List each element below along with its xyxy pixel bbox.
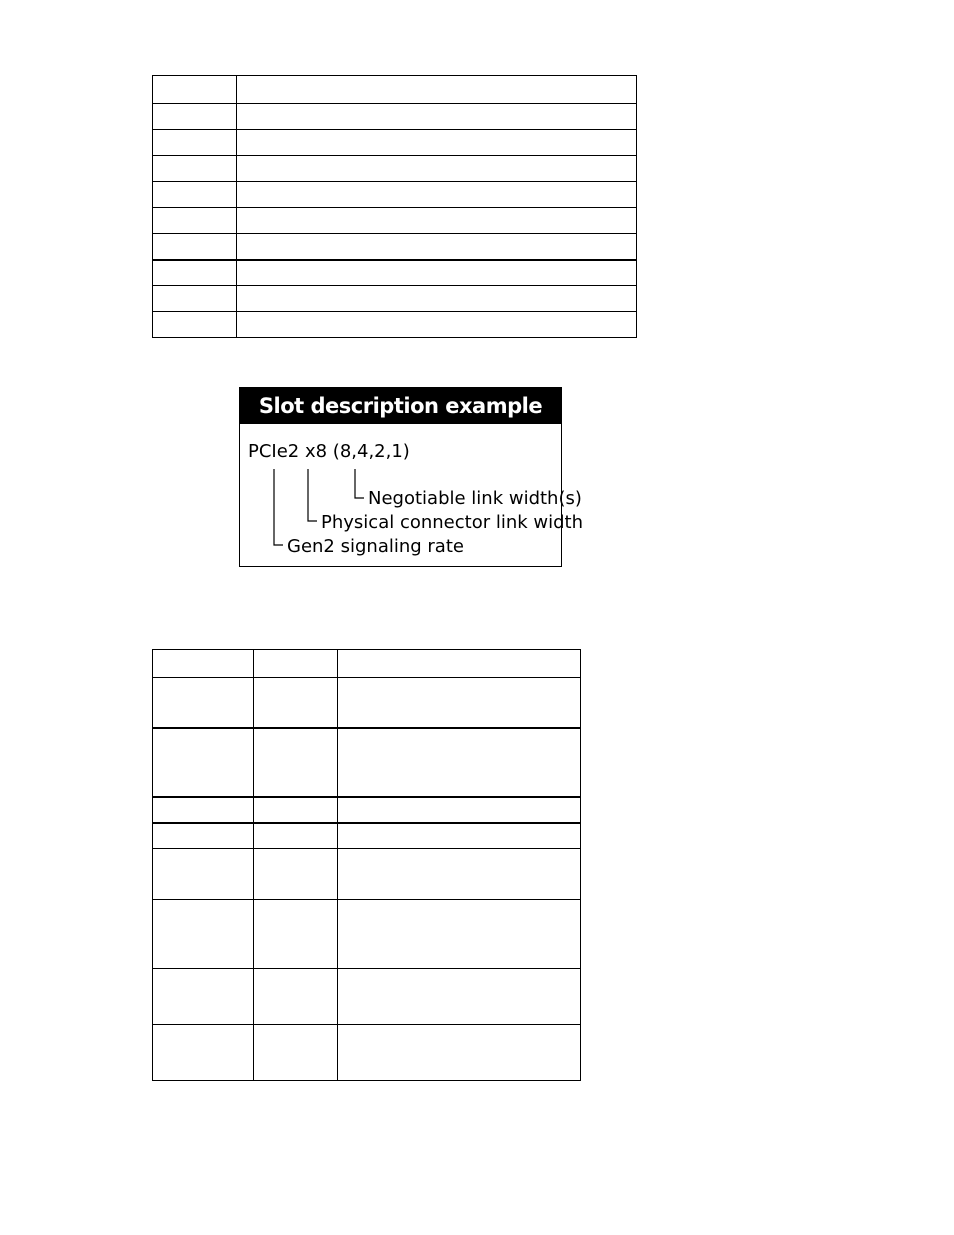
- table-cell: [153, 208, 237, 234]
- table-cell: [153, 130, 237, 156]
- table-row: [153, 156, 637, 182]
- table-row: [153, 76, 637, 104]
- table-cell: [254, 650, 338, 678]
- table-cell: [254, 678, 338, 728]
- table-cell: [254, 797, 338, 823]
- table-cell: [338, 823, 581, 849]
- table-cell: [338, 969, 581, 1025]
- table-row: [153, 1025, 581, 1081]
- negotiable-leader-line: [355, 469, 364, 498]
- table-cell: [153, 728, 254, 797]
- table-cell: [338, 650, 581, 678]
- table-row: [153, 678, 581, 728]
- table-cell: [338, 1025, 581, 1081]
- table-row: [153, 234, 637, 260]
- table-cell: [153, 650, 254, 678]
- table-row: [153, 286, 637, 312]
- table-cell: [153, 104, 237, 130]
- table-cell: [237, 182, 637, 208]
- table-cell: [153, 678, 254, 728]
- table-cell: [153, 76, 237, 104]
- table-cell: [153, 234, 237, 260]
- top-table: [152, 75, 637, 338]
- table-row: [153, 797, 581, 823]
- table-cell: [153, 1025, 254, 1081]
- table-cell: [237, 130, 637, 156]
- table-cell: [153, 156, 237, 182]
- table-cell: [237, 260, 637, 286]
- table-cell: [237, 312, 637, 338]
- table-cell: [338, 849, 581, 900]
- table-row: [153, 130, 637, 156]
- table-cell: [153, 797, 254, 823]
- table-cell: [254, 900, 338, 969]
- signaling-label: Gen2 signaling rate: [287, 536, 464, 557]
- table-cell: [237, 208, 637, 234]
- table-cell: [153, 849, 254, 900]
- table-cell: [338, 678, 581, 728]
- table-cell: [237, 76, 637, 104]
- table-cell: [237, 286, 637, 312]
- table-row: [153, 728, 581, 797]
- bottom-table: [152, 649, 581, 1081]
- table-cell: [254, 1025, 338, 1081]
- table-cell: [153, 823, 254, 849]
- table-cell: [254, 823, 338, 849]
- signaling-leader-line: [274, 469, 283, 545]
- table-cell: [254, 728, 338, 797]
- table-row: [153, 969, 581, 1025]
- table-row: [153, 650, 581, 678]
- slot-code-text: PCIe2 x8 (8,4,2,1): [248, 441, 410, 462]
- slot-description-figure: [239, 387, 584, 567]
- table-cell: [338, 797, 581, 823]
- table-cell: [153, 969, 254, 1025]
- table-cell: [254, 969, 338, 1025]
- table-row: [153, 900, 581, 969]
- table-cell: [338, 900, 581, 969]
- table-cell: [153, 182, 237, 208]
- table-cell: [153, 900, 254, 969]
- table-row: [153, 312, 637, 338]
- table-cell: [254, 849, 338, 900]
- table-row: [153, 104, 637, 130]
- table-row: [153, 260, 637, 286]
- figure-title: Slot description example: [240, 388, 561, 424]
- table-cell: [237, 234, 637, 260]
- table-cell: [153, 286, 237, 312]
- table-row: [153, 849, 581, 900]
- table-row: [153, 208, 637, 234]
- table-row: [153, 182, 637, 208]
- table-cell: [153, 260, 237, 286]
- table-cell: [338, 728, 581, 797]
- negotiable-label: Negotiable link width(s): [368, 488, 582, 509]
- slot-description-diagram: [240, 424, 584, 566]
- table-cell: [237, 156, 637, 182]
- table-cell: [237, 104, 637, 130]
- physical-label: Physical connector link width: [321, 512, 584, 533]
- table-cell: [153, 312, 237, 338]
- physical-leader-line: [308, 469, 317, 521]
- table-row: [153, 823, 581, 849]
